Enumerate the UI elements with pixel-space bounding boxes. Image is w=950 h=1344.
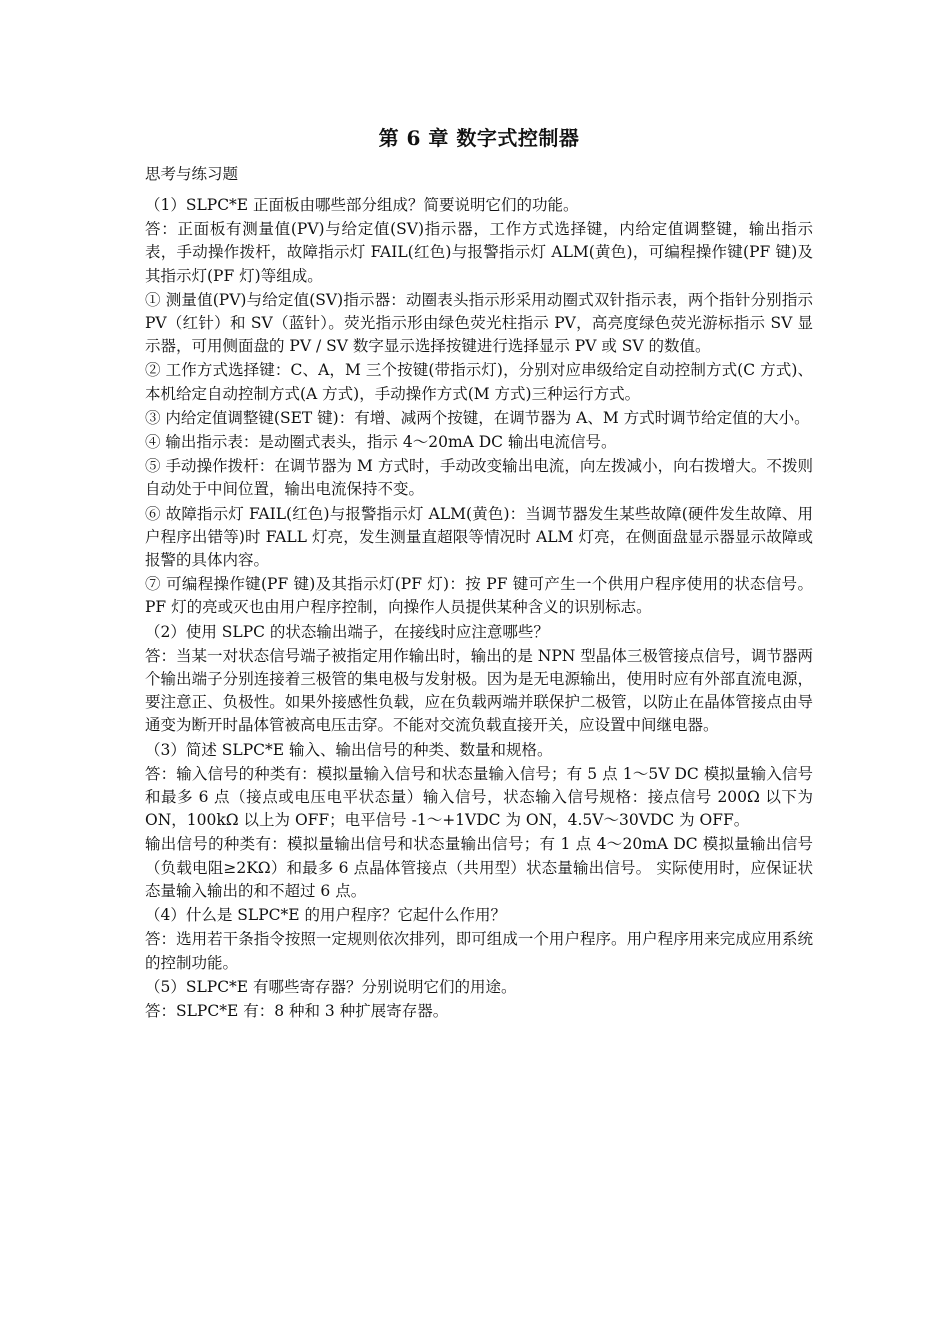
paragraph: ③ 内给定值调整键(SET 键)：有增、减两个按键，在调节器为 A、M 方式时调节给定值的大小。 (145, 408, 810, 427)
paragraph: 答：输入信号的种类有：模拟量输入信号和状态量输入信号；有 5 点 1～5V DC 模拟量输入信号和最多 6 点（接点或电压电平状态量）输入信号，状态输入信号规格：接点信号 200Ω 以下为 ON，100kΩ 以上为 OFF；电平信号 -1～+1VDC 为 ON，4.5V～30VDC 为 OFF。 (145, 764, 813, 830)
paragraph: 输出信号的种类有：模拟量输出信号和状态量输出信号；有 1 点 4～20mA DC 模拟量输出信号（负载电阻≥2KΩ）和最多 6 点晶体管接点（共用型）状态量输出信号。 实际使用时，应保证状态量输入输出的和不超过 6 点。 (145, 835, 813, 900)
paragraph: ① 测量值(PV)与给定值(SV)指示器：动圈表头指示形采用动圈式双针指示表，两个指针分别指示 PV（红针）和 SV（蓝针）。荧光指示形由绿色荧光柱指示 PV，高亮度绿色荧光游标指示 SV 显示器，可用侧面盘的 PV / SV 数字显示选择按键进行选择显示 PV 或 SV 的数值。 (145, 290, 813, 356)
chapter-title: 第 6 章 数字式控制器 (378, 126, 580, 150)
paragraph: 答：正面板有测量值(PV)与给定值(SV)指示器，工作方式选择键，内给定值调整键，输出指示表，手动操作拨杆，故障指示灯 FAIL(红色)与报警指示灯 ALM(黄色)，可编程操作键(PF 键)及其指示灯(PF 灯)等组成。 (145, 220, 813, 285)
paragraph: （2）使用 SLPC 的状态输出端子，在接线时应注意哪些？ (145, 622, 549, 641)
paragraph: ⑦ 可编程操作键(PF 键)及其指示灯(PF 灯)：按 PF 键可产生一个供用户程序使用的状态信号。PF 灯的亮或灭也由用户程序控制，向操作人员提供某种含义的识别标志。 (145, 575, 813, 617)
paragraph: 答：当某一对状态信号端子被指定用作输出时，输出的是 NPN 型晶体三极管接点信号，调节器两个输出端子分别连接着三极管的集电极与发射极。因为是无电源输出，使用时应有外部直流电源，要注意正、负极性。如果外接感性负载，应在负载两端并联保护二极管，以防止在晶体管接点由导通变为断开时晶体管被高电压击穿。不能对交流负载直接开关，应设置中间继电器。 (145, 646, 813, 735)
paragraph: ⑥ 故障指示灯 FAIL(红色)与报警指示灯 ALM(黄色)：当调节器发生某些故障(硬件发生故障、用户程序出错等)时 FALL 灯亮，发生测量直超限等情况时 ALM 灯亮，在侧面盘显示器显示故障或报警的具体内容。 (145, 504, 813, 570)
section-heading: 思考与练习题 (145, 165, 239, 183)
paragraph: 答：选用若干条指令按照一定规则依次排列，即可组成一个用户程序。用户程序用来完成应用系统的控制功能。 (145, 930, 813, 972)
paragraph: 答：SLPC*E 有：8 种和 3 种扩展寄存器。 (145, 1001, 449, 1020)
paragraph: ④ 输出指示表：是动圈式表头，指示 4～20mA DC 输出电流信号。 (145, 433, 617, 452)
paragraph: （5）SLPC*E 有哪些寄存器？分别说明它们的用途。 (145, 977, 517, 996)
paragraph: （1）SLPC*E 正面板由哪些部分组成？简要说明它们的功能。 (145, 196, 579, 214)
paragraph: ② 工作方式选择键：C、A，M 三个按键(带指示灯)，分别对应串级给定自动控制方式(C 方式)、本机给定自动控制方式(A 方式)，手动操作方式(M 方式)三种运行方式。 (145, 361, 813, 403)
document-page (145, 124, 813, 1024)
paragraph: （4）什么是 SLPC*E 的用户程序？它起什么作用？ (145, 906, 506, 925)
paragraph: ⑤ 手动操作拨杆：在调节器为 M 方式时，手动改变输出电流，向左拨减小，向右拨增大。不拨则自动处于中间位置，输出电流保持不变。 (145, 457, 813, 499)
paragraph: （3）简述 SLPC*E 输入、输出信号的种类、数量和规格。 (145, 740, 553, 759)
